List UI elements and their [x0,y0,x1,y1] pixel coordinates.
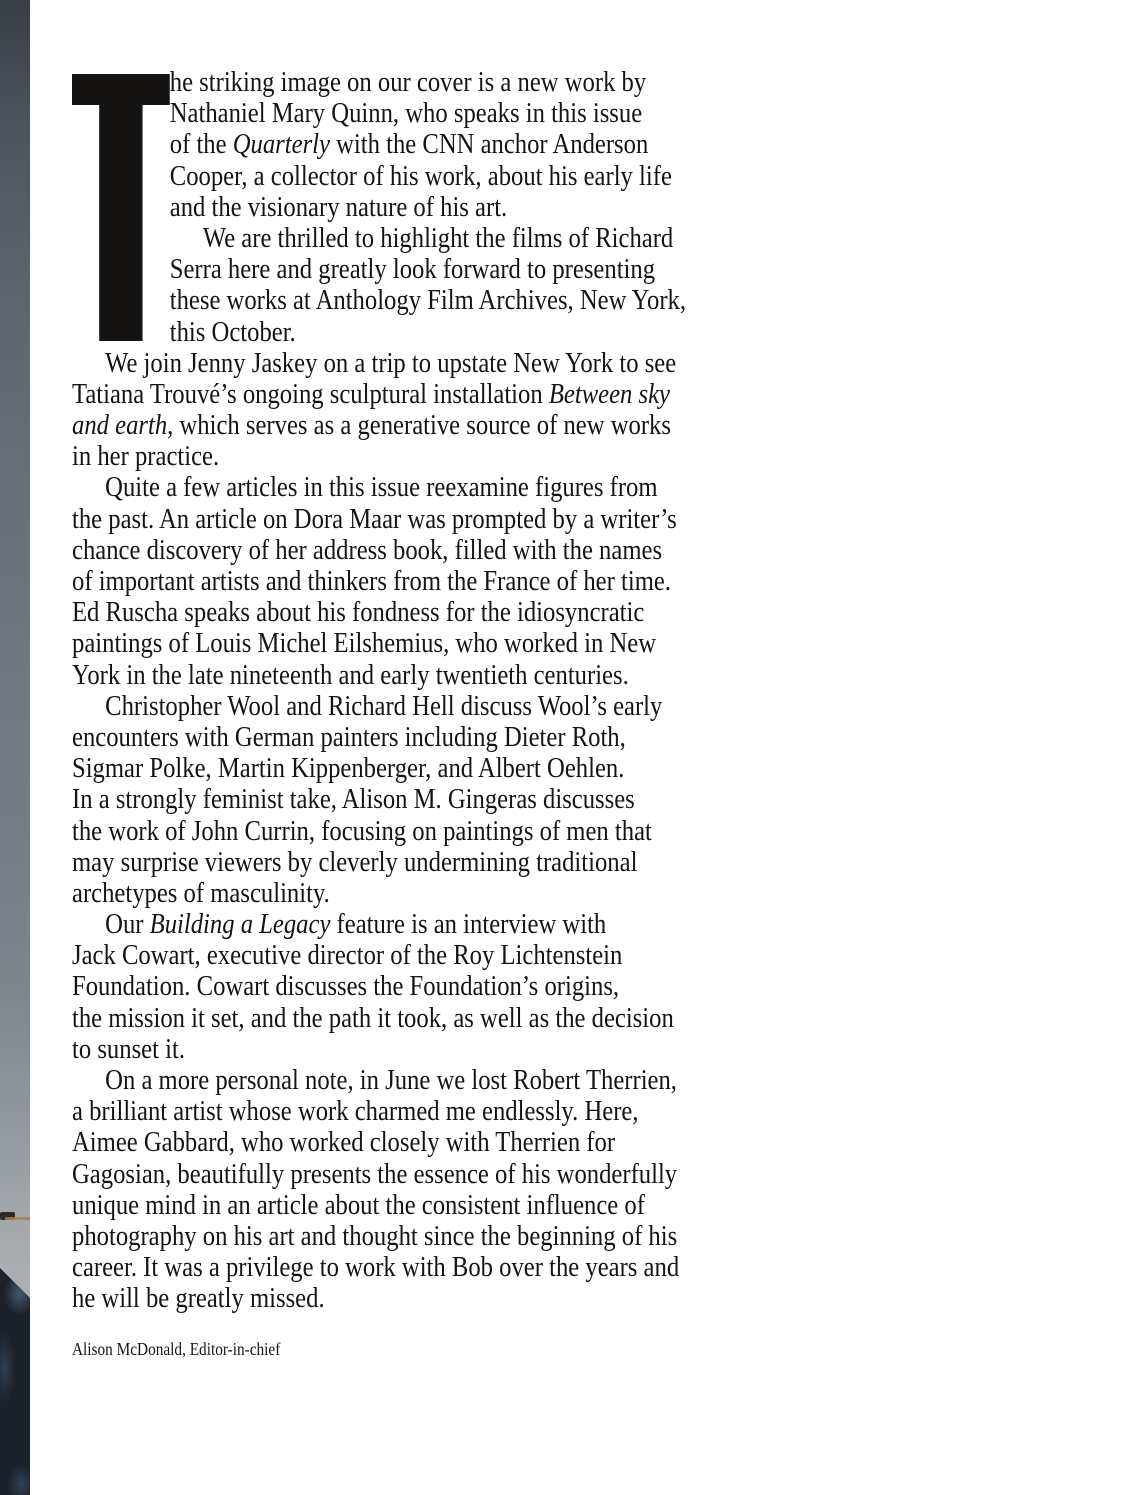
text-line: chance discovery of her address book, filled with the names [72,533,663,566]
text-line: these works at Anthology Film Archives, New York, [169,284,687,317]
text-line: career. It was a privilege to work with Bob over the years and [72,1251,680,1284]
paragraph [72,909,777,1065]
drop-cap-letter [72,67,170,343]
text-line: We are thrilled to highlight the films of Richard [202,221,674,254]
text-line: of important artists and thinkers from the France of her time. [72,565,671,597]
text-line: and earth, which serves as a generative source of new works [72,409,671,442]
cover-artwork-strip [0,0,30,1495]
text-line: archetypes of masculinity. [72,876,330,909]
text-line: We join Jenny Jaskey on a trip to upstate New York to see [105,346,677,379]
text-line: Nathaniel Mary Quinn, who speaks in this issue [169,97,643,130]
paint-region-dark-navy [0,1256,30,1495]
paragraph [72,472,777,690]
text-line: of the Quarterly with the CNN anchor Anderson [169,128,649,161]
text-line: a brilliant artist whose work charmed me endlessly. Here, [72,1095,639,1128]
text-line: he striking image on our cover is a new work by [169,66,647,98]
text-line: unique mind in an article about the consistent influence of [72,1188,645,1221]
byline: Alison McDonald, Editor-in-chief [72,1338,281,1359]
drop-cap-stem [99,74,142,341]
paragraph [72,691,777,909]
text-line: may surprise viewers by cleverly undermining traditional [72,845,638,878]
paragraph-container [72,67,777,1315]
text-line: in her practice. [72,440,220,473]
text-line: York in the late nineteenth and early twentieth centuries. [72,658,629,691]
drop-cap-text [72,67,73,68]
text-line: Quite a few articles in this issue reexamine figures from [105,471,658,504]
text-line: Tatiana Trouvé’s ongoing sculptural installation Between sky [72,377,670,410]
paragraph [72,348,777,473]
text-line: Cooper, a collector of his work, about his early life [169,159,672,192]
text-line: Sigmar Polke, Martin Kippenberger, and Albert Oehlen. [72,752,625,785]
editor-letter-body [72,67,777,1360]
text-line: and the visionary nature of his art. [169,190,508,223]
text-line: this October. [169,315,296,348]
text-line: Christopher Wool and Richard Hell discuss Wool’s early [105,689,663,722]
text-line: Our Building a Legacy feature is an interview with [105,908,607,941]
text-column [72,67,777,1360]
text-line: Ed Ruscha speaks about his fondness for the idiosyncratic [72,596,645,629]
paragraph [72,223,777,348]
text-line: encounters with German painters including Dieter Roth, [72,720,626,753]
paragraph [72,67,777,223]
text-line: the mission it set, and the path it took, as well as the decision [72,1001,674,1034]
text-line: photography on his art and thought since the beginning of his [72,1219,678,1252]
text-line: In a strongly feminist take, Alison M. Gingeras discusses [72,783,635,816]
text-line: Aimee Gabbard, who worked closely with Therrien for [72,1126,616,1159]
text-line: the work of John Currin, focusing on paintings of men that [72,814,652,847]
text-line: to sunset it. [72,1032,185,1065]
text-line: he will be greatly missed. [72,1282,325,1315]
text-line: On a more personal note, in June we lost Robert Therrien, [105,1064,677,1096]
paragraph [72,1065,777,1315]
text-line: Serra here and greatly look forward to presenting [169,253,656,286]
text-line: paintings of Louis Michel Eilshemius, who worked in New [72,627,657,660]
text-line: Foundation. Cowart discusses the Foundation’s origins, [72,970,620,1003]
text-line: Jack Cowart, executive director of the Roy Lichtenstein [72,939,623,972]
text-line: Gagosian, beautifully presents the essence of his wonderfully [72,1157,678,1190]
paint-fleck-gold [5,1217,30,1220]
text-line: the past. An article on Dora Maar was prompted by a writer’s [72,502,677,535]
